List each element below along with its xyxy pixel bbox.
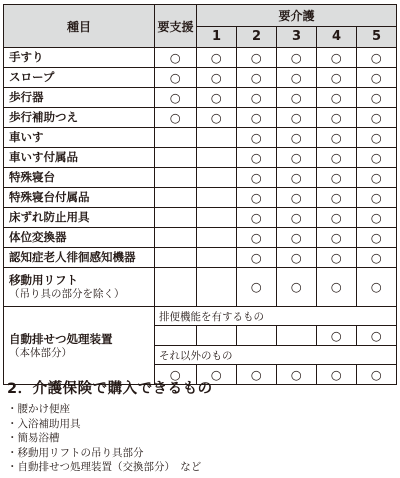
list-item: ・ 入浴補助用具 <box>7 417 201 432</box>
mark-cell <box>317 208 357 228</box>
available-mark: ○ <box>371 130 383 145</box>
mark-cell <box>197 108 237 128</box>
available-mark: ○ <box>169 367 181 382</box>
available-mark: ○ <box>290 170 302 185</box>
mark-cell <box>317 188 357 208</box>
available-mark: ○ <box>250 150 262 165</box>
available-mark: ○ <box>330 50 342 65</box>
item-name: 歩行器 <box>9 90 44 104</box>
header-level: 1 <box>197 26 237 48</box>
mark-cell <box>317 228 357 248</box>
available-mark: ○ <box>250 230 262 245</box>
mark-cell <box>155 68 197 88</box>
available-mark: ○ <box>371 90 383 105</box>
available-mark: ○ <box>290 130 302 145</box>
list-item: ・ 移動用リフトの吊り具部分 <box>7 446 201 461</box>
available-mark: ○ <box>371 170 383 185</box>
mark-cell <box>357 108 397 128</box>
item-name-cell <box>4 188 155 208</box>
mark-cell <box>237 268 277 307</box>
mark-cell <box>237 128 277 148</box>
mark-cell <box>155 268 197 307</box>
mark-cell <box>317 248 357 268</box>
mark-cell <box>237 188 277 208</box>
mark-cell <box>155 248 197 268</box>
available-mark: ○ <box>371 367 383 382</box>
mark-cell <box>155 88 197 108</box>
item-note: （本体部分） <box>9 346 72 359</box>
mark-cell <box>197 188 237 208</box>
available-mark: ○ <box>290 50 302 65</box>
list-item: ・ 簡易浴槽 <box>7 431 201 446</box>
mark-cell <box>155 326 197 346</box>
mark-cell <box>317 365 357 385</box>
available-mark: ○ <box>330 170 342 185</box>
item-name-cell <box>4 148 155 168</box>
available-mark: ○ <box>210 90 222 105</box>
mark-cell <box>197 128 237 148</box>
mark-cell <box>317 108 357 128</box>
available-mark: ○ <box>290 150 302 165</box>
mark-cell <box>277 108 317 128</box>
available-mark: ○ <box>330 279 342 295</box>
mark-cell <box>277 88 317 108</box>
available-mark: ○ <box>169 50 181 65</box>
available-mark: ○ <box>250 50 262 65</box>
table-body <box>4 48 397 385</box>
item-name-cell <box>4 268 155 307</box>
mark-cell <box>237 208 277 228</box>
mark-cell <box>197 88 237 108</box>
table-row <box>4 128 397 148</box>
available-mark: ○ <box>250 110 262 125</box>
available-mark: ○ <box>290 367 302 382</box>
table-row <box>4 168 397 188</box>
available-mark: ○ <box>290 70 302 85</box>
item-name: 特殊寝台付属品 <box>9 190 90 204</box>
available-mark: ○ <box>290 279 302 295</box>
header-level: 3 <box>277 26 317 48</box>
mark-cell <box>277 128 317 148</box>
item-name-cell <box>4 208 155 228</box>
item-name: 歩行補助つえ <box>9 110 78 124</box>
available-mark: ○ <box>250 90 262 105</box>
mark-cell <box>197 208 237 228</box>
mark-cell <box>357 128 397 148</box>
table-row <box>4 68 397 88</box>
available-mark: ○ <box>371 230 383 245</box>
mark-cell <box>317 128 357 148</box>
mark-cell <box>277 68 317 88</box>
available-mark: ○ <box>371 250 383 265</box>
mark-cell <box>237 108 277 128</box>
available-mark: ○ <box>250 170 262 185</box>
table-row <box>4 148 397 168</box>
available-mark: ○ <box>210 367 222 382</box>
item-name: 移動用リフト <box>9 273 78 287</box>
mark-cell <box>197 268 237 307</box>
section-title: 2．介護保険で購入できるもの <box>7 381 213 397</box>
mark-cell <box>317 148 357 168</box>
mark-cell <box>197 228 237 248</box>
available-mark: ○ <box>250 210 262 225</box>
mark-cell <box>357 228 397 248</box>
table-row <box>4 228 397 248</box>
mark-cell <box>317 326 357 346</box>
available-mark: ○ <box>330 230 342 245</box>
item-name: 床ずれ防止用具 <box>9 210 90 224</box>
mark-cell <box>277 168 317 188</box>
header-level: 2 <box>237 26 277 48</box>
available-mark: ○ <box>210 70 222 85</box>
mark-cell <box>237 248 277 268</box>
list-item: ・ 自動排せつ処理装置（交換部分） など <box>7 460 201 475</box>
mark-cell <box>357 88 397 108</box>
header-kind: 種目 <box>4 5 155 48</box>
item-name-cell <box>4 128 155 148</box>
rental-equipment-table <box>3 4 397 385</box>
item-name-cell <box>4 108 155 128</box>
item-name: 手すり <box>9 50 44 64</box>
mark-cell <box>277 148 317 168</box>
table-row <box>4 307 397 326</box>
available-mark: ○ <box>371 110 383 125</box>
available-mark: ○ <box>250 279 262 295</box>
available-mark: ○ <box>371 210 383 225</box>
table-row <box>4 48 397 68</box>
available-mark: ○ <box>330 210 342 225</box>
mark-cell <box>237 326 277 346</box>
available-mark: ○ <box>371 50 383 65</box>
available-mark: ○ <box>330 367 342 382</box>
header-level: 4 <box>317 26 357 48</box>
available-mark: ○ <box>290 250 302 265</box>
mark-cell <box>277 365 317 385</box>
table-row <box>4 188 397 208</box>
available-mark: ○ <box>169 110 181 125</box>
item-name-cell <box>4 168 155 188</box>
available-mark: ○ <box>330 90 342 105</box>
available-mark: ○ <box>371 190 383 205</box>
mark-cell <box>357 168 397 188</box>
available-mark: ○ <box>330 130 342 145</box>
item-name: 車いす <box>9 130 44 144</box>
item-name-cell <box>4 228 155 248</box>
mark-cell <box>277 188 317 208</box>
available-mark: ○ <box>250 250 262 265</box>
table-row <box>4 248 397 268</box>
mark-cell <box>155 208 197 228</box>
available-mark: ○ <box>371 150 383 165</box>
available-mark: ○ <box>169 70 181 85</box>
available-mark: ○ <box>210 50 222 65</box>
available-mark: ○ <box>330 150 342 165</box>
available-mark: ○ <box>290 110 302 125</box>
mark-cell <box>155 108 197 128</box>
mark-cell <box>277 48 317 68</box>
available-mark: ○ <box>250 367 262 382</box>
mark-cell <box>277 208 317 228</box>
available-mark: ○ <box>290 230 302 245</box>
item-name-cell <box>4 248 155 268</box>
item-name: 自動排せつ処理装置 <box>9 331 113 346</box>
item-name-cell <box>4 307 155 385</box>
mark-cell <box>357 68 397 88</box>
available-mark: ○ <box>330 110 342 125</box>
mark-cell <box>317 68 357 88</box>
mark-cell <box>197 168 237 188</box>
available-mark: ○ <box>169 90 181 105</box>
available-mark: ○ <box>290 90 302 105</box>
available-mark: ○ <box>371 328 383 343</box>
available-mark: ○ <box>330 250 342 265</box>
mark-cell <box>237 48 277 68</box>
mark-cell <box>357 248 397 268</box>
table-row <box>4 108 397 128</box>
available-mark: ○ <box>290 210 302 225</box>
table-row <box>4 268 397 307</box>
mark-cell <box>357 188 397 208</box>
header-level: 5 <box>357 26 397 48</box>
list-item: ・ 腰かけ便座 <box>7 402 201 417</box>
mark-cell <box>357 148 397 168</box>
mark-cell <box>155 188 197 208</box>
mark-cell <box>357 365 397 385</box>
item-name: 特殊寝台 <box>9 170 55 184</box>
mark-cell <box>197 326 237 346</box>
mark-cell <box>237 228 277 248</box>
available-mark: ○ <box>330 328 342 343</box>
mark-cell <box>237 68 277 88</box>
mark-cell <box>155 148 197 168</box>
item-name-cell <box>4 48 155 68</box>
mark-cell <box>197 48 237 68</box>
mark-cell <box>197 248 237 268</box>
mark-cell <box>277 228 317 248</box>
header-care: 要介護 <box>197 5 397 27</box>
mark-cell <box>277 268 317 307</box>
mark-cell <box>155 48 197 68</box>
available-mark: ○ <box>330 190 342 205</box>
mark-cell <box>237 148 277 168</box>
mark-cell <box>317 168 357 188</box>
mark-cell <box>317 48 357 68</box>
mark-cell <box>237 365 277 385</box>
available-mark: ○ <box>250 190 262 205</box>
available-mark: ○ <box>210 110 222 125</box>
mark-cell <box>317 88 357 108</box>
item-name: 車いす付属品 <box>9 150 78 164</box>
mark-cell <box>155 128 197 148</box>
table-row <box>4 88 397 108</box>
mark-cell <box>155 168 197 188</box>
mark-cell <box>237 88 277 108</box>
item-name: 認知症老人徘徊感知機器 <box>9 250 136 264</box>
mark-cell <box>317 268 357 307</box>
table-row <box>4 208 397 228</box>
subcategory-label: 排便機能を有するもの <box>155 307 397 326</box>
item-name: 体位変換器 <box>9 230 67 244</box>
mark-cell <box>197 148 237 168</box>
available-mark: ○ <box>250 70 262 85</box>
subcategory-label: それ以外のもの <box>155 346 397 365</box>
header-support: 要支援 <box>155 5 197 48</box>
purchasable-items-list <box>7 402 201 475</box>
available-mark: ○ <box>330 70 342 85</box>
mark-cell <box>277 326 317 346</box>
available-mark: ○ <box>371 70 383 85</box>
mark-cell <box>197 68 237 88</box>
mark-cell <box>357 48 397 68</box>
mark-cell <box>237 168 277 188</box>
mark-cell <box>277 248 317 268</box>
available-mark: ○ <box>371 279 383 295</box>
item-name-cell <box>4 88 155 108</box>
item-name-cell <box>4 68 155 88</box>
mark-cell <box>357 326 397 346</box>
mark-cell <box>155 228 197 248</box>
mark-cell <box>357 208 397 228</box>
item-note: （吊り具の部分を除く） <box>9 288 125 300</box>
available-mark: ○ <box>250 130 262 145</box>
mark-cell <box>357 268 397 307</box>
available-mark: ○ <box>290 190 302 205</box>
item-name: スロープ <box>9 70 55 84</box>
